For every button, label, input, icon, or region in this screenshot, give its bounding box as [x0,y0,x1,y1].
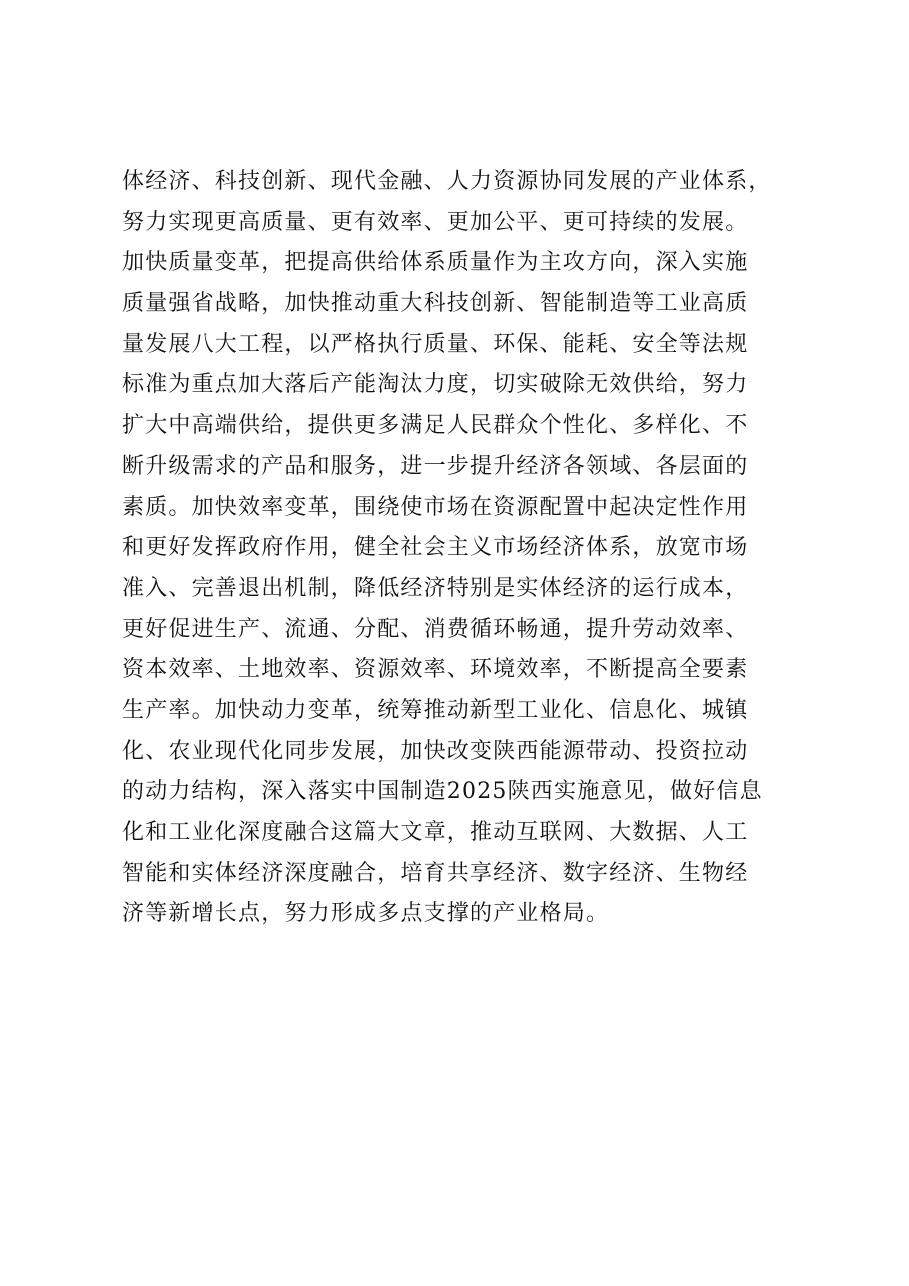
text-line: 体经济、科技创新、现代金融、人力资源协同发展的产业体系， [122,169,772,194]
text-line: 扩大中高端供给，提供更多满足人民群众个性化、多样化、不 [122,413,749,439]
text-line: 准入、完善退出机制，降低经济特别是实体经济的运行成本， [122,575,749,601]
text-line: 素质。加快效率变革，围绕使市场在资源配置中起决定性作用 [122,494,749,520]
text-line: 化、农业现代化同步发展，加快改变陕西能源带动、投资拉动 [122,738,749,764]
text-line: 质量强省战略，加快推动重大科技创新、智能制造等工业高质 [122,291,749,317]
text-line: 的动力结构，深入落实中国制造2025陕西实施意见，做好信息 [122,779,763,805]
text-line: 加快质量变革，把提高供给体系质量作为主攻方向，深入实施 [122,250,749,276]
text-line: 更好促进生产、流通、分配、消费循环畅通，提升劳动效率、 [122,616,749,642]
text-line: 标准为重点加大落后产能淘汰力度，切实破除无效供给，努力 [122,372,749,398]
body-paragraph [122,162,812,935]
text-line: 努力实现更高质量、更有效率、更加公平、更可持续的发展。 [122,209,749,235]
text-line: 资本效率、土地效率、资源效率、环境效率，不断提高全要素 [122,657,749,683]
text-line: 济等新增长点，努力形成多点支撑的产业格局。 [122,901,610,927]
text-line: 化和工业化深度融合这篇大文章，推动互联网、大数据、人工 [122,820,749,845]
text-line: 断升级需求的产品和服务，进一步提升经济各领域、各层面的 [122,453,749,479]
text-line: 智能和实体经济深度融合，培育共享经济、数字经济、生物经 [122,860,749,886]
text-line: 生产率。加快动力变革，统筹推动新型工业化、信息化、城镇 [122,697,749,723]
text-line: 和更好发挥政府作用，健全社会主义市场经济体系，放宽市场 [122,535,749,561]
text-line: 量发展八大工程，以严格执行质量、环保、能耗、安全等法规 [122,331,749,357]
